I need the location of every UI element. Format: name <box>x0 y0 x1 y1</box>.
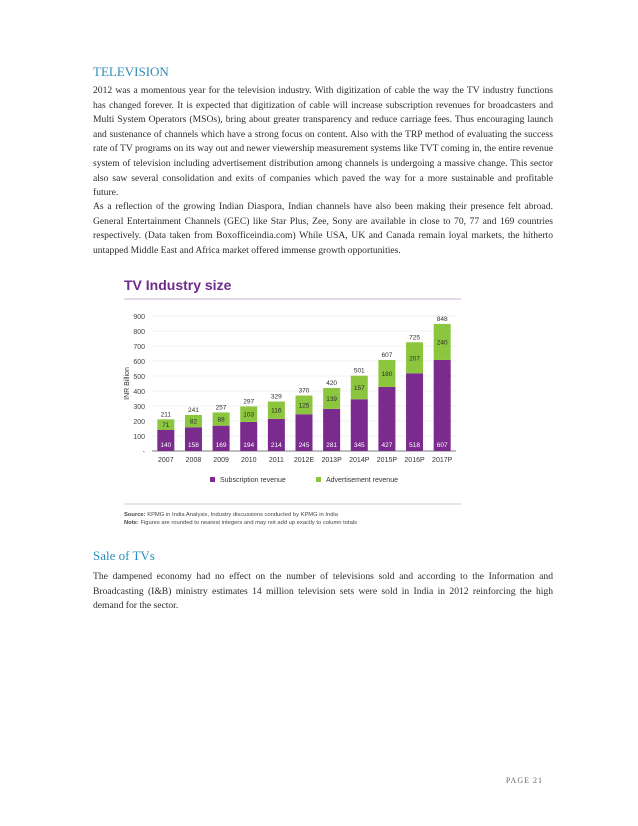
data-label-subscription: 169 <box>215 442 227 449</box>
data-label-subscription: 427 <box>381 442 393 449</box>
x-tick-label: 2012E <box>293 457 315 464</box>
data-label-advertisement: 157 <box>353 384 365 392</box>
data-label-total: 370 <box>298 387 310 395</box>
data-label-subscription: 194 <box>243 442 255 449</box>
data-label-advertisement: 207 <box>409 355 420 363</box>
data-label-subscription: 345 <box>353 442 365 449</box>
data-label-advertisement: 116 <box>271 407 282 415</box>
data-label-total: 607 <box>381 351 393 359</box>
tv-industry-size-chart <box>116 268 470 532</box>
data-label-advertisement: 82 <box>189 418 198 426</box>
x-tick-label: 2017P <box>432 457 453 464</box>
legend-swatch-subscription <box>210 477 215 482</box>
data-label-total: 725 <box>409 334 420 342</box>
x-tick-label: 2010 <box>240 457 257 464</box>
data-label-subscription: 281 <box>326 442 338 449</box>
x-tick-label: 2013P <box>321 457 342 464</box>
x-tick-label: 2008 <box>185 457 202 464</box>
data-label-advertisement: 125 <box>298 402 310 410</box>
x-tick-label: 2007 <box>158 457 174 464</box>
section-heading-sale-of-tvs: Sale of TVs <box>93 548 155 563</box>
legend-label-subscription: Subscription revenue <box>220 477 286 484</box>
y-tick-label: 400 <box>133 389 145 396</box>
bar-subscription-2016P <box>406 373 423 451</box>
y-tick-label: - <box>142 449 145 456</box>
data-label-advertisement: 240 <box>436 339 448 347</box>
y-tick-label: 200 <box>133 419 145 426</box>
data-label-total: 211 <box>160 411 172 419</box>
data-label-advertisement: 103 <box>243 411 255 419</box>
page-number: PAGE 21 <box>505 776 543 785</box>
y-tick-label: 500 <box>133 374 145 381</box>
y-tick-label: 100 <box>133 434 145 441</box>
x-tick-label: 2009 <box>213 457 229 464</box>
data-label-advertisement: 139 <box>326 395 338 403</box>
y-tick-label: 600 <box>133 359 145 366</box>
data-label-subscription: 245 <box>298 442 310 449</box>
data-label-advertisement: 180 <box>381 370 393 378</box>
x-tick-label: 2011 <box>268 457 284 464</box>
x-tick-label: 2016P <box>404 457 425 464</box>
data-label-subscription: 158 <box>188 442 199 449</box>
data-label-advertisement: 71 <box>162 422 170 430</box>
chart-note: Note: Figures are rounded to nearest integers and may not add up exactly to column totals <box>124 520 357 526</box>
data-label-total: 848 <box>436 315 448 323</box>
data-label-total: 297 <box>243 398 255 406</box>
data-label-total: 257 <box>215 404 227 412</box>
data-label-total: 501 <box>353 367 365 375</box>
paragraph-sale-of-tvs: The dampened economy had no effect on the number of televisions sold and according to the Information and Broadcasting (I&B) ministry estimates 14 million television sets were sold in India in 2012 reinforcing the high demand for the sector. <box>93 571 553 612</box>
paragraph-television-industry: 2012 was a momentous year for the television industry. With digitization of cable the way the TV industry functions has changed forever. It is expected that digitization of cable will increase subscription revenues for broadcasters and Multi System Operators (MSOs), bring about greater transparency and reduce carriage fees. Thus encouraging launch and sustenance of channels which have a strong focus on content. Also with the TRP method of evaluating the success rate of TV programs on its way out and newer viewership measurement systems like TVT coming in, the entire revenue system of television including advertisement distribution among channels is undergoing a massive change. This sector also saw several consolidation and exits of companies which paved the way for a more sustainable and profitable future. <box>93 85 553 199</box>
y-tick-label: 300 <box>133 404 145 411</box>
data-label-total: 329 <box>270 393 282 401</box>
data-label-total: 420 <box>326 380 338 387</box>
paragraph-indian-diaspora: As a reflection of the growing Indian Diaspora, Indian channels have also been making their presence felt abroad. General Entertainment Channels (GEC) like Star Plus, Zee, Sony are available in close to 70, 77 and 169 countries respectively. (Data taken from Boxofficeindia.com) While USA, UK and Canada remain loyal markets, the hitherto untapped Middle East and Africa market offered immense growth opportunities. <box>93 201 553 256</box>
y-tick-label: 800 <box>133 329 145 336</box>
y-tick-label: 700 <box>133 344 145 351</box>
section-heading-television: TELEVISION <box>93 64 169 79</box>
data-label-subscription: 214 <box>270 442 282 449</box>
legend-label-advertisement: Advertisement revenue <box>326 477 398 484</box>
chart-title: TV Industry size <box>124 277 232 293</box>
y-tick-label: 900 <box>133 314 145 321</box>
legend-swatch-advertisement <box>316 477 321 482</box>
x-tick-label: 2015P <box>376 457 398 464</box>
data-label-subscription: 607 <box>436 442 448 449</box>
data-label-subscription: 140 <box>160 442 172 449</box>
y-axis-label: INR Billion <box>124 367 131 400</box>
bar-subscription-2017P <box>434 360 451 451</box>
chart-source: Source: KPMG in India Analysis, Industry discussions conducted by KPMG in India <box>124 512 338 518</box>
data-label-subscription: 518 <box>409 442 420 449</box>
data-label-advertisement: 88 <box>217 416 225 424</box>
data-label-total: 241 <box>188 407 199 414</box>
x-tick-label: 2014P <box>349 457 370 464</box>
